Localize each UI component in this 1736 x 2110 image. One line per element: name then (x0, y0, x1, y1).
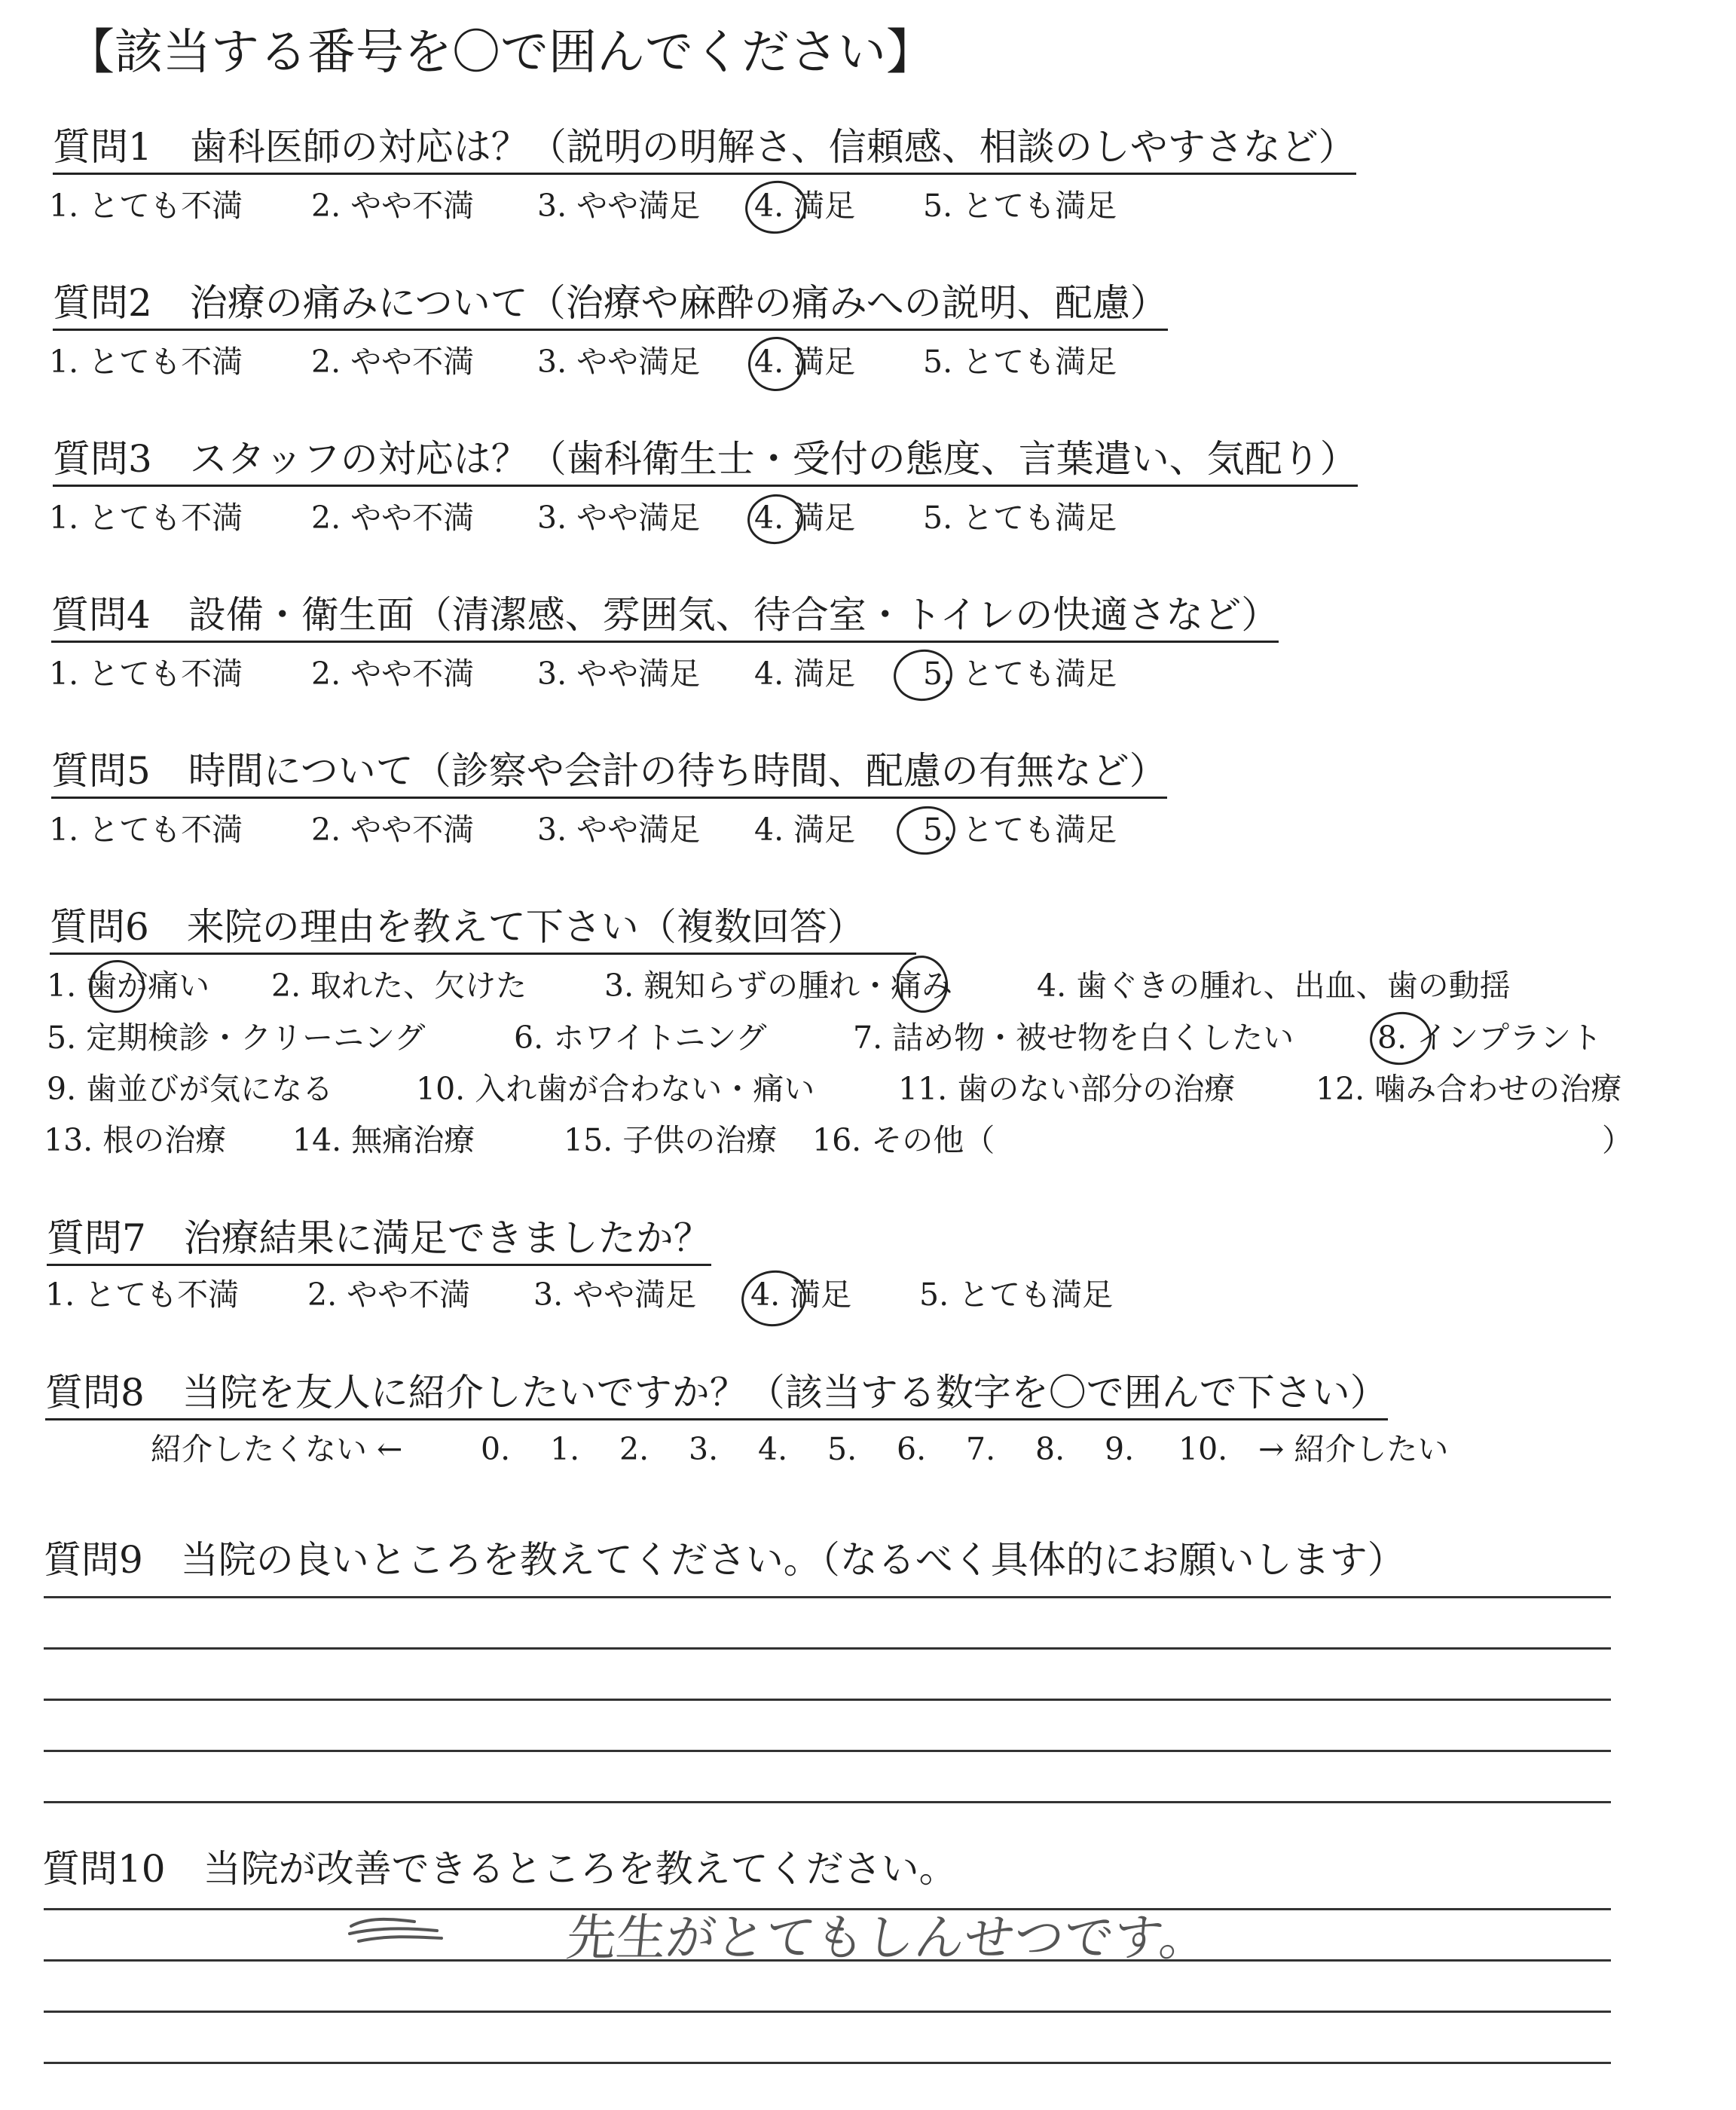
q5-option-2[interactable]: 2. やや不満 (311, 812, 475, 848)
question-4-title: 質問4 設備・衛生面（清潔感、雰囲気、待合室・トイレの快適さなど） (51, 592, 1279, 643)
q9-answer-line-5[interactable] (44, 1801, 1611, 1803)
q9-answer-line-3[interactable] (44, 1699, 1611, 1701)
q6-option-7[interactable]: 7. 詰め物・被せ物を白くしたい (853, 1020, 1294, 1056)
q6-option-1-circle (85, 956, 148, 1017)
question-6-row-4 (44, 1121, 1701, 1159)
q10-answer-line-4[interactable] (44, 2062, 1611, 2064)
question-2-title: 質問2 治療の痛みについて（治療や麻酔の痛みへの説明、配慮） (53, 280, 1168, 331)
q7-option-1[interactable]: 1. とても不満 (45, 1277, 240, 1313)
q6-option-3[interactable]: 3. 親知らずの腫れ・痛み (604, 968, 953, 1004)
question-3-options (49, 499, 1255, 537)
scribble-strike-icon (345, 1911, 448, 1949)
question-5-options (49, 811, 1255, 849)
question-7-title: 質問7 治療結果に満足できましたか？ (47, 1216, 711, 1266)
q6-option-6[interactable]: 6. ホワイトニング (514, 1020, 767, 1056)
q10-handwritten-answer: 先生がとてもしんせつです。 (564, 1909, 1212, 1967)
question-6-row-1 (47, 967, 1704, 1005)
q10-answer-line-3[interactable] (44, 2011, 1611, 2013)
q6-option-8-circle (1367, 1008, 1435, 1069)
q6-option-9[interactable]: 9. 歯並びが気になる (47, 1071, 334, 1107)
q8-scale-2[interactable]: 2. (619, 1431, 649, 1467)
q4-option-2[interactable]: 2. やや不満 (311, 656, 475, 692)
q6-option-2[interactable]: 2. 取れた、欠けた (271, 968, 527, 1004)
q2-option-1[interactable]: 1. とても不満 (49, 344, 243, 380)
q2-option-5[interactable]: 5. とても満足 (923, 344, 1117, 380)
q9-answer-line-4[interactable] (44, 1750, 1611, 1752)
q6-option-11[interactable]: 11. 歯のない部分の治療 (898, 1071, 1236, 1107)
q1-option-2[interactable]: 2. やや不満 (311, 188, 475, 224)
question-1-options (49, 187, 1255, 225)
q6-option-14[interactable]: 14. 無痛治療 (292, 1122, 475, 1158)
q8-scale-6[interactable]: 6. (897, 1431, 927, 1467)
q8-scale-3[interactable]: 3. (689, 1431, 719, 1467)
q2-option-4[interactable]: 4. 満足 (754, 344, 856, 380)
q8-scale-5[interactable]: 5. (827, 1431, 857, 1467)
q8-scale-1[interactable]: 1. (550, 1431, 580, 1467)
q8-scale-8[interactable]: 8. (1035, 1431, 1065, 1467)
question-8-scale (151, 1430, 1507, 1468)
q7-option-5[interactable]: 5. とても満足 (919, 1277, 1114, 1313)
q6-option-13[interactable]: 13. 根の治療 (44, 1122, 227, 1158)
question-6-row-3 (47, 1070, 1719, 1108)
q3-option-3[interactable]: 3. やや満足 (537, 500, 701, 536)
q6-option-12[interactable]: 12. 噛み合わせの治療 (1316, 1071, 1622, 1107)
q9-answer-line-1[interactable] (44, 1596, 1611, 1598)
question-4-options (49, 655, 1255, 693)
q8-scale-7[interactable]: 7. (966, 1431, 996, 1467)
q6-option-16-close: ） (1602, 1122, 1633, 1158)
q5-option-4[interactable]: 4. 満足 (754, 812, 856, 848)
question-6-row-2 (47, 1019, 1704, 1057)
q8-scale-4[interactable]: 4. (758, 1431, 788, 1467)
q1-answer-circle (742, 177, 811, 238)
q4-option-4[interactable]: 4. 満足 (754, 656, 856, 692)
q8-scale-0[interactable]: 0. (481, 1431, 511, 1467)
q5-option-5[interactable]: 5. とても満足 (923, 812, 1117, 848)
question-3-title: 質問3 スタッフの対応は？（歯科衛生士・受付の態度、言葉遣い、気配り） (53, 436, 1358, 487)
q3-option-4[interactable]: 4. 満足 (754, 500, 856, 536)
q1-option-4[interactable]: 4. 満足 (754, 188, 856, 224)
question-6-title: 質問6 来院の理由を教えて下さい（複数回答） (50, 904, 916, 955)
question-10-title: 質問10 当院が改善できるところを教えてください。 (42, 1847, 957, 1891)
page-header: 【該当する番号を〇で囲んでください】 (66, 25, 934, 81)
q6-option-1[interactable]: 1. 歯が痛い (47, 968, 210, 1004)
q7-option-2[interactable]: 2. やや不満 (307, 1277, 471, 1313)
q4-option-3[interactable]: 3. やや満足 (537, 656, 701, 692)
question-7-options (45, 1276, 1251, 1313)
question-2-options (49, 343, 1255, 381)
q5-option-3[interactable]: 3. やや満足 (537, 812, 701, 848)
q2-option-3[interactable]: 3. やや満足 (537, 344, 701, 380)
q6-option-15[interactable]: 15. 子供の治療 (564, 1122, 778, 1158)
q2-option-2[interactable]: 2. やや不満 (311, 344, 475, 380)
q8-left-label: 紹介したくない ← (151, 1431, 403, 1467)
q8-scale-10[interactable]: 10. (1178, 1431, 1228, 1467)
q5-option-1[interactable]: 1. とても不満 (49, 812, 243, 848)
q8-right-label: → 紹介したい (1258, 1431, 1449, 1467)
q3-option-2[interactable]: 2. やや不満 (311, 500, 475, 536)
q1-option-1[interactable]: 1. とても不満 (49, 188, 243, 224)
q1-option-5[interactable]: 5. とても満足 (923, 188, 1117, 224)
q6-option-10[interactable]: 10. 入れ歯が合わない・痛い (416, 1071, 815, 1107)
q6-option-16[interactable]: 16. その他（ (812, 1122, 995, 1158)
question-9-title: 質問9 当院の良いところを教えてください。（なるべく具体的にお願いします） (44, 1538, 1405, 1582)
q3-option-1[interactable]: 1. とても不満 (49, 500, 243, 536)
q7-option-4[interactable]: 4. 満足 (750, 1277, 852, 1313)
q6-option-8[interactable]: 8. インプラント (1377, 1020, 1603, 1056)
q1-option-3[interactable]: 3. やや満足 (537, 188, 701, 224)
q6-option-5[interactable]: 5. 定期検診・クリーニング (47, 1020, 426, 1056)
q4-option-1[interactable]: 1. とても不満 (49, 656, 243, 692)
question-5-title: 質問5 時間について（診察や会計の待ち時間、配慮の有無など） (51, 748, 1167, 799)
q7-option-3[interactable]: 3. やや満足 (533, 1277, 697, 1313)
q3-option-5[interactable]: 5. とても満足 (923, 500, 1117, 536)
q6-option-3-circle (893, 953, 952, 1017)
question-1-title: 質問1 歯科医師の対応は？（説明の明解さ、信頼感、相談のしやすさなど） (53, 124, 1356, 175)
q6-option-4[interactable]: 4. 歯ぐきの腫れ、出血、歯の動揺 (1037, 968, 1511, 1004)
question-8-title: 質問8 当院を友人に紹介したいですか？（該当する数字を〇で囲んで下さい） (45, 1370, 1388, 1420)
q4-option-5[interactable]: 5. とても満足 (923, 656, 1117, 692)
q9-answer-line-2[interactable] (44, 1647, 1611, 1650)
q8-scale-9[interactable]: 9. (1105, 1431, 1135, 1467)
